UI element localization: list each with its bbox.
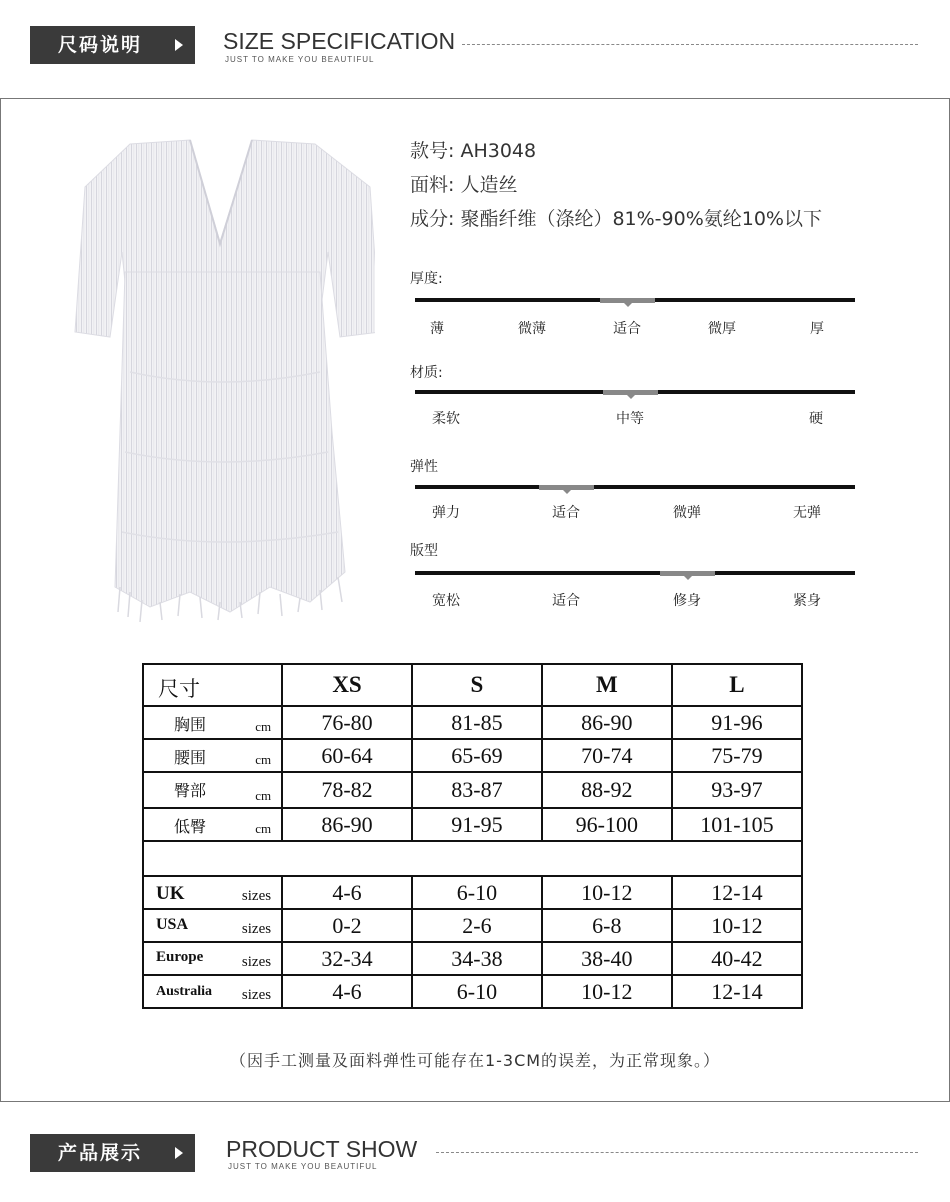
product-model: 款号: AH3048 [410, 140, 537, 162]
play-arrow-icon [175, 1147, 183, 1159]
fit-bar [415, 571, 855, 575]
table-cell: 32-34 [282, 942, 412, 975]
size-section-divider [462, 44, 918, 45]
conversion-label: UK sizes [143, 876, 282, 909]
size-section-tag-label: 尺码说明 [58, 34, 143, 56]
measurement-note: （因手工测量及面料弹性可能存在1-3CM的误差，为正常现象。） [229, 1051, 721, 1070]
table-cell: 96-100 [542, 808, 672, 841]
size-section-tag [30, 26, 195, 64]
size-section-title: SIZE SPECIFICATION [223, 28, 456, 54]
measurement-label: 腰围 cm [143, 739, 282, 772]
table-row [143, 739, 802, 772]
table-spacer-row [143, 841, 802, 876]
fit-option: 宽松 [432, 593, 460, 609]
material-option: 硬 [809, 411, 823, 427]
table-cell: 86-90 [542, 706, 672, 739]
table-cell: 12-14 [672, 975, 802, 1008]
elasticity-option: 弹力 [432, 505, 460, 521]
table-cell: 70-74 [542, 739, 672, 772]
table-row [143, 909, 802, 942]
table-cell: 10-12 [672, 909, 802, 942]
thickness-option: 厚 [810, 321, 824, 337]
table-cell: 81-85 [412, 706, 542, 739]
fit-label: 版型 [410, 543, 438, 559]
size-header: L [672, 664, 802, 706]
thickness-label: 厚度: [410, 271, 443, 287]
table-cell: 6-8 [542, 909, 672, 942]
size-table [142, 663, 803, 1009]
table-cell: 10-12 [542, 876, 672, 909]
product-section-tag [30, 1134, 195, 1172]
product-composition: 成分: 聚酯纤维（涤纶）81%-90%氨纶10%以下 [410, 208, 822, 230]
table-cell: 88-92 [542, 772, 672, 808]
elasticity-option: 适合 [552, 505, 580, 521]
table-cell: 75-79 [672, 739, 802, 772]
fit-option: 适合 [552, 593, 580, 609]
thickness-option: 微厚 [708, 321, 736, 337]
table-row [143, 975, 802, 1008]
table-cell: 86-90 [282, 808, 412, 841]
table-cell: 91-96 [672, 706, 802, 739]
product-section-title: PRODUCT SHOW [226, 1136, 418, 1162]
product-section-tag-label: 产品展示 [58, 1142, 143, 1164]
table-cell: 60-64 [282, 739, 412, 772]
play-arrow-icon [175, 39, 183, 51]
elasticity-option: 无弹 [793, 505, 821, 521]
thickness-option: 微薄 [518, 321, 546, 337]
fit-marker [660, 571, 715, 576]
measurement-label: 臀部 cm [143, 772, 282, 808]
product-section-subtitle: JUST TO MAKE YOU BEAUTIFUL [228, 1162, 378, 1171]
size-header: S [412, 664, 542, 706]
dress-image [70, 132, 375, 622]
table-cell: 4-6 [282, 876, 412, 909]
size-header: M [542, 664, 672, 706]
elasticity-label: 弹性 [410, 459, 438, 475]
table-header-row [143, 664, 802, 706]
product-section-divider [436, 1152, 918, 1153]
table-cell: 6-10 [412, 876, 542, 909]
table-cell: 6-10 [412, 975, 542, 1008]
table-cell: 76-80 [282, 706, 412, 739]
material-label: 材质: [410, 365, 443, 381]
table-cell: 65-69 [412, 739, 542, 772]
elasticity-option: 微弹 [673, 505, 701, 521]
thickness-option: 薄 [430, 321, 444, 337]
material-option: 中等 [616, 411, 644, 427]
table-cell: 34-38 [412, 942, 542, 975]
conversion-label: Europe sizes [143, 942, 282, 975]
table-row [143, 808, 802, 841]
dress-illustration [70, 132, 375, 622]
table-cell: 4-6 [282, 975, 412, 1008]
table-cell: 2-6 [412, 909, 542, 942]
product-fabric: 面料: 人造丝 [410, 174, 518, 196]
table-row [143, 876, 802, 909]
table-cell: 10-12 [542, 975, 672, 1008]
table-cell: 38-40 [542, 942, 672, 975]
material-marker [603, 390, 658, 395]
table-cell: 101-105 [672, 808, 802, 841]
thickness-option: 适合 [613, 321, 641, 337]
size-section-subtitle: JUST TO MAKE YOU BEAUTIFUL [225, 55, 375, 64]
elasticity-bar [415, 485, 855, 489]
table-cell: 0-2 [282, 909, 412, 942]
table-header-label: 尺寸 [143, 664, 282, 706]
table-row [143, 706, 802, 739]
table-cell: 40-42 [672, 942, 802, 975]
fit-option: 修身 [673, 593, 701, 609]
measurement-label: 胸围 cm [143, 706, 282, 739]
elasticity-marker [539, 485, 594, 490]
fit-option: 紧身 [793, 593, 821, 609]
table-spacer [143, 841, 802, 876]
thickness-marker [600, 298, 655, 303]
table-row [143, 772, 802, 808]
table-cell: 91-95 [412, 808, 542, 841]
table-cell: 83-87 [412, 772, 542, 808]
size-header: XS [282, 664, 412, 706]
conversion-label: USA sizes [143, 909, 282, 942]
table-row [143, 942, 802, 975]
table-cell: 93-97 [672, 772, 802, 808]
material-option: 柔软 [432, 411, 460, 427]
conversion-label: Australia sizes [143, 975, 282, 1008]
table-cell: 78-82 [282, 772, 412, 808]
table-cell: 12-14 [672, 876, 802, 909]
measurement-label: 低臀 cm [143, 808, 282, 841]
